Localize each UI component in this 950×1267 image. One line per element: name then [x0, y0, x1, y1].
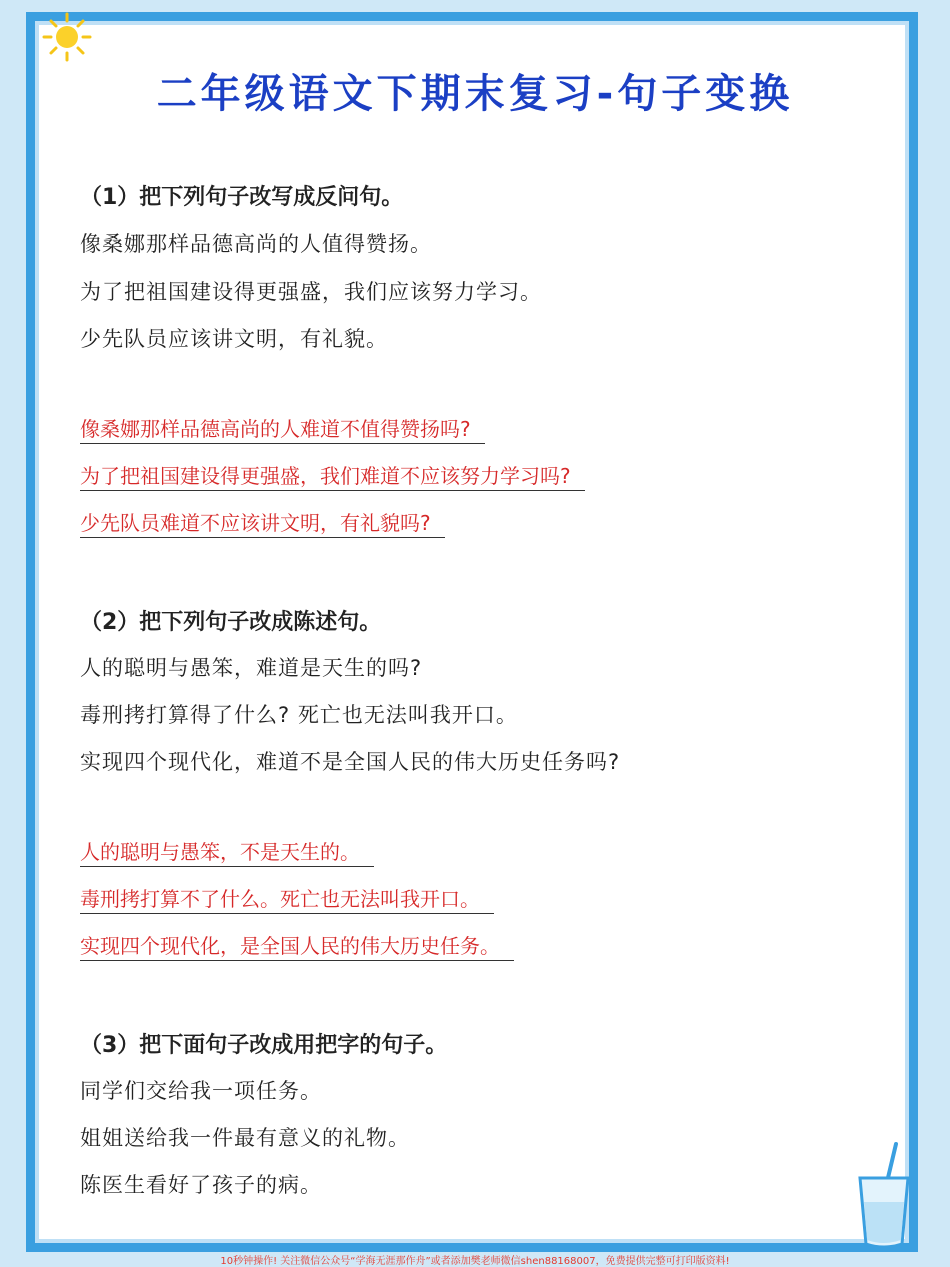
- section-1-question-3: 少先队员应该讲文明，有礼貌。: [80, 327, 388, 351]
- cup-icon: [852, 1140, 916, 1250]
- section-2-question-3: 实现四个现代化，难道不是全国人民的伟大历史任务吗?: [80, 750, 621, 774]
- section-2-heading: （2）把下列句子改成陈述句。: [80, 610, 382, 635]
- section-1-answer-3: 少先队员难道不应该讲文明，有礼貌吗?: [80, 509, 445, 538]
- sun-icon: [42, 12, 92, 62]
- page-title: 二年级语文下期末复习-句子变换: [156, 71, 794, 117]
- section-3-question-2: 姐姐送给我一件最有意义的礼物。: [80, 1126, 410, 1150]
- section-1-heading: （1）把下列句子改写成反问句。: [80, 185, 404, 210]
- section-2-question-2: 毒刑拷打算得了什么? 死亡也无法叫我开口。: [80, 703, 518, 727]
- section-1-answer-1: 像桑娜那样品德高尚的人难道不值得赞扬吗?: [80, 415, 485, 444]
- section-1-answer-2: 为了把祖国建设得更强盛，我们难道不应该努力学习吗?: [80, 462, 585, 491]
- section-1-question-2: 为了把祖国建设得更强盛，我们应该努力学习。: [80, 280, 542, 304]
- section-2-answer-2: 毒刑拷打算不了什么。死亡也无法叫我开口。: [80, 885, 494, 914]
- section-2-answer-3: 实现四个现代化，是全国人民的伟大历史任务。: [80, 932, 514, 961]
- section-3-question-3: 陈医生看好了孩子的病。: [80, 1173, 322, 1197]
- section-3-question-1: 同学们交给我一项任务。: [80, 1079, 322, 1103]
- section-2-question-1: 人的聪明与愚笨，难道是天生的吗?: [80, 656, 423, 680]
- section-1-question-1: 像桑娜那样品德高尚的人值得赞扬。: [80, 232, 432, 256]
- section-3-heading: （3）把下面句子改成用把字的句子。: [80, 1033, 448, 1058]
- section-2-answer-1: 人的聪明与愚笨，不是天生的。: [80, 838, 374, 867]
- footer-note: 10秒钟操作! 关注微信公众号“学海无涯那作舟”或者添加樊老师微信shen88168007，免费提供完整可打印版资料!: [220, 1256, 730, 1267]
